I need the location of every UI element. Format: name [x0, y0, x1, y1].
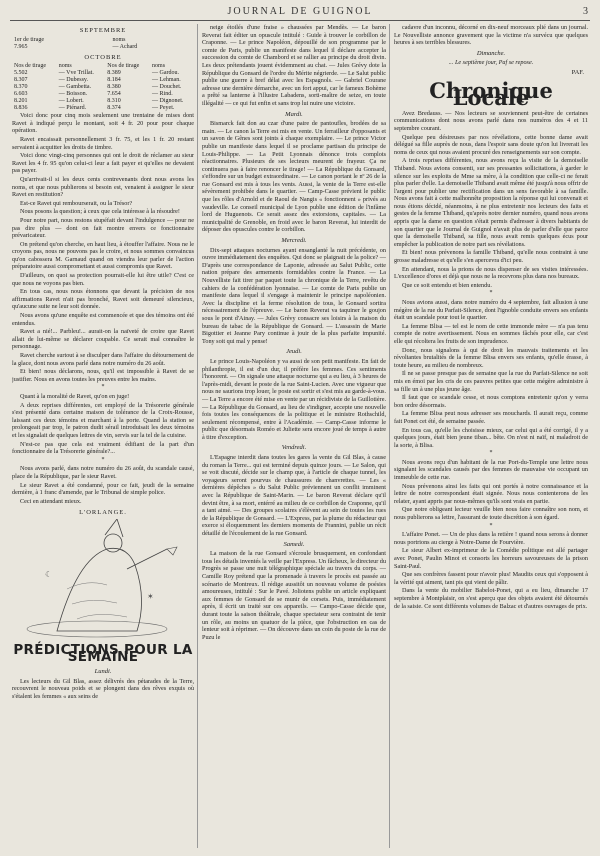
column-divider — [197, 24, 198, 848]
table-cell: — Piénard. — [58, 105, 87, 112]
article-body — [394, 531, 588, 610]
table-cell: 8.184 — [107, 77, 121, 84]
paragraph: Le sieur Ravet a été condamné, pour ce fait, jeudi de la semaine dernière, à 1 franc d'amende, par le Tribunal de simple police. — [12, 481, 194, 497]
paragraph: La femme Blisa — tel est le nom de cette immonde mère — n'a pas tenu compte de notre avertissement. Nous en sommes fâchés pour elle, car c'est elle qui récoltera les fruits de son imprudence. — [394, 322, 588, 345]
separator-star: * — [489, 522, 493, 529]
paragraph: D'ailleurs, on quoi sa protection pourrait-elle lui être utile? C'est ce que nous ne voyons pas bien. — [12, 272, 194, 287]
paragraph: En attendant, nous la prions de nous dispenser de ses visites intéressées. L'excellence d'ores et déjà que nous ne la recevrons plus dans nos bureaux. — [394, 265, 588, 281]
day-text: Dix-sept attaques nocturnes ayant ensanglanté la nuit précédente, on ouvre immédiatement des enquêtes. Qui donc se plaignait de la police? — D'après une correspondance de Laponie, adressée au Salut Public, cette nation prépare des armements formidables contre la France. — La Nouvelliste fait tirer par paquet toute la chronique de la Terre, revêtu de cahiers de la confédération lyonnaise. — Le comte de Paris publie un manifeste dans lequel il s'engage à maintenir le principe napoléonien. Avec la discipline et la ferme résolution de tous, le Gonsard sortira nécessairement de l'épreuve. — Le baron Reverat va taquiner le goujon sous le pont d'Ainay. — Jules Grévy consacre ses loisirs à la maison du bureau de tabac de la République de Gonsard. — L'assassin de Marie Bigottier et Jeanne Pary continue à jouir de la plus parfaite impunité. Tony soit qui mal y pense! — [202, 246, 386, 345]
september-table — [12, 37, 194, 51]
table-header-cell: noms — [152, 63, 166, 70]
day-text: ... Le septième jour, Paf se repose. — [448, 59, 534, 67]
table-cell: 8.374 — [107, 105, 121, 112]
paragraph: Que ce soit entendu et bien entendu. — [402, 281, 492, 289]
table-cell: — Lobert. — [58, 98, 84, 105]
article-body — [12, 393, 194, 456]
table-cell: 8.370 — [14, 84, 28, 91]
byline-orlange: L'ORLANGE. — [79, 509, 127, 517]
paragraph: Voici donc vingt-cinq personnes qui ont le droit de réclamer au sieur Ravet les 4 fr. 95 qu'on celui-ci leur a fait payer et qu'elles ne devaient pas payer. — [12, 152, 194, 175]
paragraph: Donc, nous signalons à qui de droit les mauvais traitements et les révoltantes brutalités de la femme Blisa envers ses enfants, qu'elle érasse, à toute heure, au milieu de nombreux. — [394, 346, 588, 369]
table-cell: — Dignonet. — [152, 98, 184, 105]
paragraph: Que notre obligeant lecteur veuille bien nous faire connaître son nom, et nous publierons sa lettre, l'assurant de toute discrétion à son égard. — [394, 506, 588, 522]
table-row — [12, 70, 194, 77]
article-body — [12, 465, 194, 505]
column-3 — [394, 24, 588, 848]
column-2 — [202, 24, 386, 848]
column-1 — [12, 24, 194, 848]
header-rule — [10, 20, 590, 21]
paragraph: Nous avons qu'une enquête est commencée et que des témoins ont été entendus. — [12, 312, 194, 327]
paragraph: Nous avions aussi, dans notre numéro du 4 septembre, fait allusion à une mégère de la rue du Parfait-Silence, dont l'ignoble conduite envers ses enfants était un scandale pour tout le quartier. — [394, 299, 588, 322]
article-body — [394, 299, 588, 449]
day-text: Les lecteurs du Gil Blas, assez délivrés des pétarades de la Terre, recouvrent le nouveau poids et se plongent dans des rêves exquis où s'étalent les femmes « aux seins de — [12, 677, 194, 700]
paragraph: N'est-ce pas que cela est vraiment édifiant de la part d'un fonctionnaire de la Trésorerie générale?... — [12, 440, 194, 456]
table-cell: 8.836 — [14, 105, 28, 112]
journal-title: JOURNAL DE GUIGNOL — [227, 6, 373, 17]
table-row — [12, 91, 194, 98]
page-header — [0, 6, 600, 20]
paragraph: Que ses confrères fassent pour n'avoir plus! Maudits ceux qui s'opposent à la vérité qui aiment, tant pis qui vient de pâlir. — [394, 571, 588, 586]
table-cell: 7.654 — [107, 91, 121, 98]
table-header-cell: Nos de tirage — [107, 63, 140, 70]
paragraph: Avez Bredauss. — Nos lecteurs se souviennent peut-être de certaines communications dont nous avons parlé dans nos numéros des 4 et 11 septembre courant. — [394, 109, 588, 132]
table-cell: 8.307 — [14, 77, 28, 84]
page-number: 3 — [583, 6, 588, 17]
paragraph: L'affaire Ponet. — Un de plus dans la retière ! quand nous serons à donner nous portrions au cierge à Notre-Dame de Fourvière. — [394, 531, 588, 546]
separator-star: * — [101, 456, 105, 463]
paragraph: A trois reprises différentes, nous avons reçu la visite de la demoiselle Thiband. Nous avions consenti, sur ses pressantes sollicitations, à garder le silence sur les exploits de Mme sa mère, à la condition que celle-ci ne ferait plus parler d'elle. La demoiselle Thiband avait même été jusqu'à nous offrir de l'argent pour publier une rectification dans un sens favorable à sa famille. Nous avons fait à cette malhonnête proposition la réponse qui lui convenait et nous étions décidé, néanmoins, à ne plus entretenir nos lecteurs des faits et gestes de la femme Thiband, qu'après notre dernier numéro, quand nous avons appris que la dame en question s'était permis d'adresser à divers habitants de son quartier que le Journal de Guignol n'avait plus de parler d'elle que parce que la demoiselle Thiband, sa fille, nous avait remis quelques écus pour empêcher la publication de notre part ses révélations. — [394, 157, 588, 248]
paragraph: Il ne se passe presque pas de semaine que la rue du Parfait-Silence ne soit mis en émoi par les cris de ces pauvres petites que cette mégère administre à sa fille un à une plus jeune âge. — [394, 370, 588, 393]
separator-star: * — [101, 384, 105, 391]
paragraph: Nous prévenons ainsi les faits qui ont portés à notre connaissance et la lettre de notre correspondant était signée. Nous nous contenterons de les relater, ayant appris par nous-mêmes qu'ils sont vrais en partie. — [394, 482, 588, 505]
day-text: Bismarck fait don au czar d'une paire de pantoufles, brodées de sa main. — Le canon la Terre est mis en vente. Un ferrailleur d'opposants et un savon de Gênes sont joints à chaque exemplaire. — Le prince Victor publie un manifeste dans lequel il se proclame partisan du principe de Louis-Philippe. — La Petit Lyonnais dénonce trois complots réactionnaires. Plusieurs de ses lecteurs meurent de frayeur. Ça ne continuera pas à faire renoncer le tirage! — La République du Gonsard, s'effondre sur un budget extraordinaire. — Le canon portant le nº 26 de la rue Gonsard est mis à tous les vents. Aussi, la vente de la Terre est-elle sévèrement prohibée dans le quartier. — Camp-Casse prévient le public que les rôles d'Arnold et de Raoul de Nangis « fonctionnent » privés au vaudeville. Le conseil municipal de Lyon publie une édition de l'infâme lord de Huguenots. Ce serait assez des extorsions, capitales. — La municipalité de Grenoble, en froid avec le baron Reverat, lui interdit de déposer des opuscules contre le corbillon. — [202, 120, 386, 234]
table-cell: — Douchet. — [152, 84, 182, 91]
svg-text:☾: ☾ — [45, 569, 53, 579]
svg-text:✶: ✶ — [147, 591, 154, 601]
paragraph: Pour notre part, nous restons stupéfait devant l'indulgence — pour ne pas dire plus — dont on fait montre envers ce fonctionnaire prévaricateur. — [12, 216, 194, 240]
table-cell: 8.201 — [14, 98, 28, 105]
paragraph: Ravet encaissait personnellement 3 fr. 75, et les 1 fr. 20 restant servaient à acquitter les droits de timbre. — [12, 135, 194, 151]
paragraph: La femme Blisa peut nous adresser ses mouchards. Il aurait reçu, comme fait Ponet cet été, de semaine passée. — [394, 410, 588, 425]
day-heading: Jeudi. — [286, 348, 302, 356]
chronique-locale-title: Chronique Locale — [429, 77, 553, 111]
paragraph: Ceci en attendant mieux. — [20, 497, 82, 505]
september-heading: SEPTEMBRE — [79, 27, 127, 34]
paragraph: Et bien! nous déclarons, nous, qu'il est impossible à Ravet de se justifier. Nous en avons toutes les preuves entre les mains. — [12, 368, 194, 383]
separator-star: * — [489, 450, 493, 457]
table-cell: 1er de tirage — [14, 36, 44, 43]
table-header-row — [12, 63, 194, 70]
table-row — [12, 98, 194, 105]
paragraph: cadavre d'un inconnu, décorné en dix-neuf morceaux plié dans un journal. Le Nouvelliste annonce gravement que la victime n'a survécu que quelques heures à ses terribles blessures. — [394, 24, 588, 47]
table-header-cell: noms — [58, 63, 72, 70]
paragraph: Quant à la moralité de Ravet, qu'on en juge! — [20, 392, 130, 400]
paragraph: Quelque peu désireuses par nos révélations, cette bonne dame avait délégué sa fille auprès de nous, dans l'espoir sans doute qu'on lui livrerait les noms de ceux qui nous avaient procuré des renseignements sur son compte. — [394, 133, 588, 156]
paragraph: Est-ce Ravet qui rembourserait, ou la Trésor? — [20, 199, 133, 207]
paragraph: Et bien! nous prévenons la famille Thiband, qu'elle nous contraint à une grosse maladresse et qu'elle s'en apercevra d'ici peu. — [394, 249, 588, 265]
paragraph: A deux reprises différentes, cet employé de la Trésorerie générale s'est présenté dans certaine maison de tolérance de la Croix-Rousse, laissant ces deux témoins et marchant à la porte. Quand la station se prolongeait par trop, le patron dudit sérail introduisait les deux témoins et les signalait de quelques lettres de vin, servis sur la tel de la cuisine. — [12, 401, 194, 439]
table-cell: — Vve Trillat. — [58, 70, 94, 77]
table-row — [12, 44, 194, 51]
october-table — [12, 63, 194, 112]
signature-paf: PAF. — [571, 68, 584, 76]
table-row — [12, 84, 194, 91]
paragraph: En tous cas, qu'elle les choisisse mieux, car celui qui a été corrigé, il y a quelques jours, était bien jeune tiban... bête. On n'est ni naïf, ni maladroit de la sorte, à Blisa. — [394, 426, 588, 449]
paragraph: neige étoilés d'une fraise » chaussées par Mendès. — Le baron Reverat fait éditer un opuscule intitulé : Guide à trouver le corbillon de Craponne. — Le prince Napoléon, dépouillé de son programme par le comte de Paris, publie un manifeste dans lequel il déclare accepter la succession du comte de Chambord et se rallier au principe du droit divin. Les deux prétendants jouent évidemment au chat. — Jules Grévy dote la République du Gonsard de l'ordre du Mérite négrierde. — Le Salut public publie une guerre à bref délai avec les Espagnols. — Gabriel Courane adresse une dernière démarche, avec un fort appui, car le fameux Bohème a prêté sa lanterne à l'illustre Labadens, sorti-maître de seize, en toute illégalité — ce qui fut enfin et sans trop lui nuire une victoire. — [202, 24, 386, 107]
day-heading: Dimanche. — [476, 49, 506, 57]
day-text: L'Espagne interdit dans toutes les gares la vente du Gil Blas, à cause du roman la Terre... qui est terminé depuis quinze jours. — Le Salon, qui se voit discuté, décide sur le champ que, à l'article de chaque tunnel, les voyageurs seront pourvus de chaussures de chanvrettes. — Les « dernières dépêches » du Salut Public préviennent un conflit imminent avec la République de Saint-Marin. — Le baron Reverat déclare qu'il devint être, à sa mort, entérré au milieu de ce corbillon de Craponne, qu'il a tant aimé. — Des groupes scolaires s'élèvent au sein de toutes les rues de la République de Gonsard. — L'Express, par la plume du rédacteur qui exerce si éloquemment les derniers moments de Frannini, publie un récit détaillé de l'écoulement de la rue Gonsard. — [202, 454, 386, 537]
table-cell: noms — [112, 36, 126, 43]
table-cell: — Peyet. — [152, 105, 175, 112]
article-body — [394, 110, 588, 290]
paragraph: Dans la vente du mobilier Babelot-Ponet, qui a eu lieu, dimanche 17 septembre à Montplaisir, on s'est aperçu que des objets avaient été détournés de la saisie. Ce sont différents volumes de Balzac et d'autres ouvrages de prix. — [394, 587, 588, 610]
table-cell: — Lehman. — [152, 77, 181, 84]
day-text: Le prince Louis-Napoléon y va aussi de son petit manifeste. En fait de philanthropie, il est d'un dur, il préfère les femmes. Ces sentiments l'honorent. — On signale une attaque nocturne qui a eu lieu, à 3 heures de l'après-midi, devant le poste de la rue Saint-Lucien. Avec une vigueur que nous ne saurions trop louer, le poste est sortir et s'est mis au garde-à-vous. — La Terre a encore été mise en vente par un récidiviste de la Guillotière. — La République du Gonsard, au lieu de s'indigner, accepte une nouvelle fois toutes les conséquences de la politique et le ministre Rothschild, seulement récompensé, entre à l'Académie. — Camp-Casse informe le public que désormais Roméo et Juliette sera encore joué de temps à autre à titre d'exception. — [202, 357, 386, 441]
table-cell: — Boisson. — [58, 91, 88, 98]
table-row — [12, 37, 194, 44]
paragraph: En tous cas, nous nous étonnons que devant la précision de nos affirmations Ravet n'ait pas bronché, Ravet soit demeuré silencieux, qu'aucune suite ne leur soit donnée. — [12, 288, 194, 311]
separator-star: * — [489, 290, 493, 297]
astrologer-illustration — [17, 519, 189, 639]
table-cell: 8.389 — [107, 70, 121, 77]
table-cell: — Rind. — [152, 91, 173, 98]
table-cell: 7.965 — [14, 43, 28, 50]
paragraph: Nous avons parlé, dans notre numéro du 26 août, du scandale causé, place de la République, par le sieur Ravet. — [12, 465, 194, 480]
day-heading: Mardi. — [285, 110, 303, 118]
paragraph: Nous posons la question; à ceux que cela intéresse à la résoudre! — [20, 208, 180, 216]
table-row — [12, 77, 194, 84]
table-header-cell: Nos de tirage — [14, 63, 46, 70]
day-heading: Lundi. — [94, 668, 112, 676]
paragraph: Ravet a nié!... Parbleu!... aurait-on la naïveté de croire que Ravet allait de lui-même se déclarer coupable. Ce serait mal connaître le personnage. — [12, 328, 194, 351]
table-cell: — Achard — [112, 43, 138, 50]
paragraph: Nous avons reçu d'un habitant de la rue Port-du-Temple une lettre nous signalant les scandales causés par des femmes de mauvaise vie occupant un immeuble de cette rue. — [394, 458, 588, 482]
article-body — [394, 459, 588, 522]
day-heading: Samedi. — [283, 540, 305, 548]
day-heading: Mercredi. — [281, 237, 307, 245]
table-cell: 8.380 — [107, 84, 121, 91]
table-cell: — Gambetta. — [58, 84, 92, 91]
paragraph: Voici donc pour cinq mois seulement une trentaine de mises dont Ravet à indiqué perçu le montant, soit 4 fr. 20 pour pour chaque opération. — [12, 112, 194, 135]
article-body — [12, 112, 194, 383]
table-row — [12, 105, 194, 112]
table-cell: 8.310 — [107, 98, 121, 105]
table-cell: 5.502 — [14, 70, 28, 77]
day-text: La maison de la rue Gonsard s'écroule brusquement, en confondant tous les détails inventés la veille par l'Express. Un fâcheux, le directeur du Progrès se passe une nuit télégraphique spéciale au travers du corps. — Camille Roy prétend que la promenade à travers le procès est passée au scénario de Montreux. Il rédige aussitôt un nouveau volume de poésies amoureuses, intitulé : Sur le Pavé. Joliotens publie un article expliquant aux femmes de Gonsard de se munir de corsets. Puis, immédiatement après, il écrit un traité sur ces appareils. — Campo-Casse décide que, durant toute la saison théâtrale, chaque spectateur sera contraint de tenir un rôle, au moins un quatuor de la pièce, que l'obstruction en cas de lenteur soit à réprimer. — On découvre dans un coin du poste de la rue de Puzu le — [202, 550, 386, 641]
column-divider — [389, 24, 390, 848]
table-cell: — Gardou. — [152, 70, 180, 77]
paragraph: Il faut que ce scandale cesse, et nous comptons entretenir qu'on y verra bon ordre désormais. — [394, 394, 588, 409]
day-heading: Vendredi. — [281, 444, 307, 452]
table-cell: — Dubessy. — [58, 77, 89, 84]
predictions-title: PRÉDICTIONS POUR LA SEMAINE — [13, 641, 193, 666]
paragraph: Le sieur Albert ex-imprimeur de la Comédie politique est allé partager avec Ponet, Paulin Minot et consorts les horreurs savoureuses de la prison Saint-Paul. — [394, 547, 588, 570]
october-heading: OCTOBRE — [84, 53, 122, 61]
paragraph: Ravet cherche surtout à se disculper dans l'affaire du détournement de la glace, dont nous avons parlé dans notre numéro du 26 août. — [12, 352, 194, 367]
table-cell: 6.603 — [14, 91, 28, 98]
paragraph: On prétend qu'on cherche, en haut lieu, à étouffer l'affaire. Nous ne le croyons pas, nous ne pouvons pas le croire, et nous sommes convaincus qu'on cabossera M. Garnaud quand on viendra leur parler de l'action préparatoire aussi compromettant et aussi compromis que Ravet. — [12, 240, 194, 271]
paragraph: Qu'arrivait-il si les deux cents contrevenants dont nous avons les noms, et que nous publierons si besoin est, venaient à assigner le sieur Ravet en restitution? — [12, 175, 194, 199]
